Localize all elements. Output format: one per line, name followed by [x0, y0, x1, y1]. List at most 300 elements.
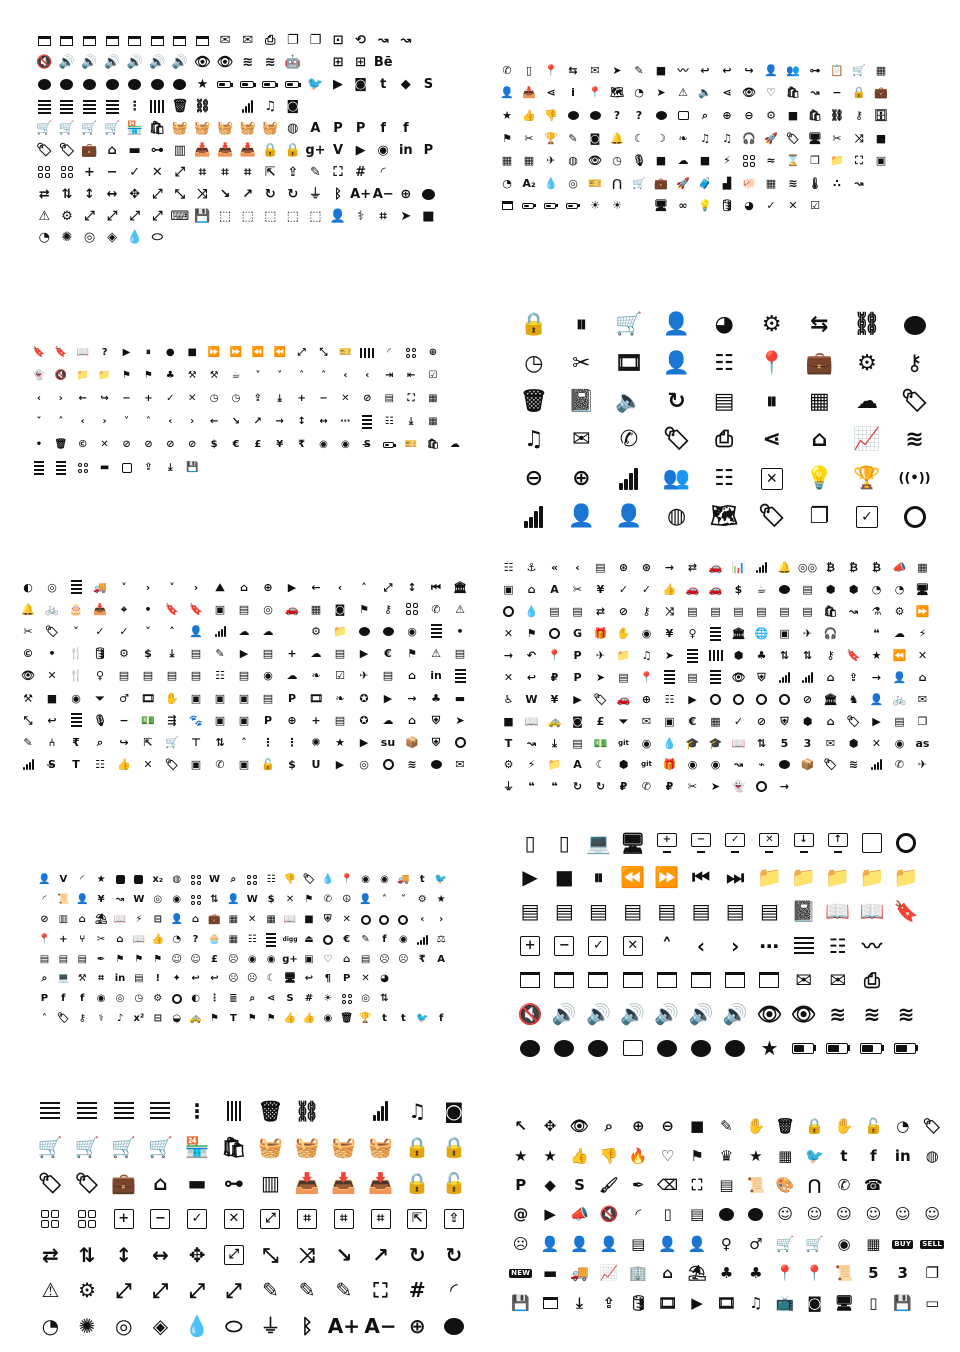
face-icon: ☹ — [228, 973, 239, 985]
up-icon: ˄ — [58, 416, 64, 428]
doc-icon: ▤ — [618, 670, 629, 684]
windows-icon: ⊞ — [355, 55, 367, 71]
envelope-icon: ✉ — [572, 427, 591, 453]
bag-icon: 🛍 — [221, 1134, 247, 1159]
key-icon: ⚷ — [642, 605, 651, 619]
plane-icon: ✈ — [802, 627, 813, 641]
lifebuoy-icon: ◍ — [568, 154, 578, 168]
send-icon: ➤ — [400, 208, 412, 224]
chevright-icon: › — [193, 580, 199, 594]
dropbox-icon: ◆ — [400, 77, 411, 93]
monitor-icon: 🖥 — [915, 583, 930, 597]
chevdown-icon: ˅ — [121, 580, 127, 594]
tree-icon: ♣ — [719, 1264, 734, 1283]
grid-icon — [32, 1201, 69, 1237]
pencil-icon: ✎ — [215, 647, 225, 661]
face-icon: ☹ — [228, 953, 239, 965]
chevup-icon: ˄ — [169, 624, 175, 638]
target-icon: ◎ — [263, 602, 273, 616]
voicemail-icon: ⊶ — [223, 1170, 244, 1195]
car-icon: 🚗 — [708, 561, 723, 575]
shuffle-icon: ⤨ — [854, 131, 864, 145]
file-icon: ▤ — [118, 669, 130, 683]
calendar-icon: ▦ — [228, 913, 239, 925]
up-icon: ˄ — [145, 416, 151, 428]
compass-icon: ◔ — [38, 230, 50, 246]
ring-icon — [318, 930, 337, 950]
scroll-icon: 📜 — [57, 893, 70, 905]
left-icon: ‹ — [80, 416, 85, 428]
flag-icon: ⚑ — [304, 893, 314, 905]
dash-icon: ⊟ — [153, 1013, 162, 1025]
food-icon: 🍴 — [69, 647, 83, 661]
rss-icon: ◜ — [450, 1278, 458, 1303]
file-icon: ▤ — [691, 899, 711, 924]
twitter-icon: 🐦 — [307, 77, 324, 93]
person-icon: 👤 — [170, 913, 183, 925]
film-icon: 🎞 — [716, 1293, 736, 1312]
rocket-icon: 🚀 — [676, 176, 690, 190]
play-icon: ▶ — [359, 647, 369, 661]
apple-icon — [304, 52, 327, 74]
bars-icon — [236, 96, 259, 118]
tool-icon: ⚒ — [209, 370, 219, 382]
binoculars-icon: ◎◎ — [797, 561, 818, 575]
tags-icon: 🏷 — [74, 1170, 100, 1195]
crop-icon: ⌗ — [379, 208, 387, 224]
rew-icon: ⏪ — [251, 347, 265, 359]
heart-icon: ♡ — [323, 953, 333, 965]
thermo-icon: 🌡 — [808, 176, 822, 190]
camera-icon: ◙ — [572, 714, 583, 728]
search-icon: ⌕ — [249, 993, 256, 1005]
lines-icon — [704, 623, 727, 645]
bookmark-icon: 🔖 — [189, 602, 203, 616]
right-icon: › — [102, 416, 107, 428]
inbox-icon: 📥 — [368, 1170, 393, 1195]
html-icon: 5 — [780, 736, 789, 750]
win-icon — [718, 963, 752, 997]
image-icon: ▣ — [503, 583, 514, 597]
voicemail-icon: ⊶ — [809, 63, 821, 77]
usb-icon: ⌁ — [758, 758, 765, 772]
left-icon: ‹ — [36, 393, 41, 405]
refresh-icon: ↻ — [287, 186, 299, 202]
frame-icon: ⛶ — [333, 164, 343, 180]
ticket-icon: 🎫 — [404, 439, 418, 450]
presentation-icon: ⊡ — [332, 33, 344, 49]
grid-icon — [186, 870, 205, 890]
volume-icon: 🔊 — [586, 1002, 611, 1027]
cart-icon: 🛒 — [775, 1234, 795, 1253]
tools-icon: ✂ — [23, 624, 33, 638]
sheet-8 — [513, 826, 923, 1065]
sub-icon: x₂ — [152, 873, 164, 885]
sheet-4 — [510, 306, 938, 536]
close-icon: ✕ — [151, 164, 163, 180]
github-icon: ◉ — [399, 933, 408, 945]
inbox-icon: 📥 — [294, 1170, 320, 1195]
login-icon: ⇥ — [385, 370, 394, 382]
folder-icon: 📁 — [825, 865, 851, 890]
pin-icon: 📍 — [805, 1264, 824, 1283]
check-icon: ✓ — [166, 393, 175, 405]
mic-icon: 🎙 — [93, 713, 107, 727]
shuffle-icon: ⤨ — [197, 186, 208, 202]
gear-icon: ⚙ — [894, 605, 905, 619]
face-icon: ☹ — [512, 1234, 529, 1253]
digg-icon: digg — [282, 935, 298, 943]
chevdown-icon: ˅ — [169, 580, 175, 594]
like-icon: 👍 — [522, 108, 536, 122]
layers-icon: ◈ — [107, 230, 118, 246]
signpost-icon: ⇆ — [810, 312, 829, 338]
book-icon: 📖 — [731, 736, 746, 750]
plug-icon: ⏚ — [503, 780, 514, 794]
check-icon: ✓ — [843, 498, 891, 536]
tree-icon: ♣ — [431, 691, 441, 705]
pound-icon: £ — [210, 953, 218, 965]
circlearrow-icon: ⊛ — [641, 561, 652, 575]
ff-icon: ⏩ — [229, 347, 243, 359]
minus-icon: − — [832, 86, 842, 100]
stack-icon: ≣ — [229, 993, 238, 1005]
lock-icon: 🔒 — [852, 86, 866, 100]
youtube-icon: ▶ — [355, 142, 366, 158]
check-icon: ✓ — [618, 583, 629, 597]
briefcase-icon: 💼 — [111, 1170, 137, 1195]
trend-icon: ↝ — [400, 33, 412, 49]
chat-icon — [741, 1200, 770, 1229]
volume-icon: 🔊 — [149, 55, 166, 71]
coin-icon: ◉ — [341, 439, 350, 450]
circle-icon — [543, 623, 566, 645]
coin-icon: ◉ — [837, 1234, 851, 1253]
resize-icon: ⤢ — [225, 1278, 242, 1303]
plus-icon: + — [105, 1201, 142, 1237]
pinterest-icon: P — [573, 670, 582, 684]
close-icon: ✕ — [341, 393, 350, 405]
euro-icon: € — [232, 439, 240, 450]
chevleft-icon: ‹ — [696, 933, 706, 958]
star-icon: ★ — [96, 873, 106, 885]
coin-icon: ◉ — [710, 758, 721, 772]
car-icon: 🚗 — [685, 583, 700, 597]
ring-icon — [891, 498, 939, 536]
film-icon: 🎞 — [309, 691, 323, 705]
home-icon: ⌂ — [153, 1170, 168, 1195]
search-icon: ⌕ — [604, 1117, 614, 1136]
selection-icon: ⬚ — [218, 208, 232, 224]
card-icon: ▬ — [128, 142, 141, 158]
resize-icon: ⤢ — [152, 1278, 169, 1303]
rew-icon: ⏪ — [620, 865, 646, 890]
doc-icon: ▤ — [756, 605, 767, 619]
chat-icon — [684, 1031, 718, 1065]
upload-icon: ⇪ — [602, 1293, 616, 1312]
doc-icon: ▤ — [454, 647, 466, 661]
sort-icon: ⇅ — [380, 993, 389, 1005]
bulb-icon: 💡 — [698, 199, 712, 213]
home-icon: ⌂ — [191, 913, 200, 925]
basket-icon: 🧺 — [331, 1134, 357, 1159]
download-icon: ⤓ — [277, 393, 282, 405]
win-icon — [169, 30, 192, 52]
bag-icon: 🛍 — [426, 439, 440, 450]
text-icon: T — [72, 758, 80, 772]
home-icon: ⌂ — [527, 583, 536, 597]
calendar-icon: ▦ — [228, 933, 239, 945]
wifi-icon: ≋ — [897, 1002, 915, 1027]
store-icon: 🏪 — [184, 1134, 210, 1159]
file-icon: ▤ — [190, 669, 202, 683]
lines-icon — [33, 96, 56, 118]
tag-icon: 🏷 — [662, 427, 691, 453]
file-icon: ▤ — [238, 602, 250, 616]
printer-icon: ⎙ — [265, 33, 276, 49]
cross-icon: ✕ — [503, 627, 514, 641]
quote-icon: ❝ — [873, 627, 880, 641]
SELL-icon: SELL — [922, 1239, 943, 1248]
camera-icon: ◙ — [807, 1293, 822, 1312]
skype-icon: S — [286, 993, 294, 1005]
folder-icon: 📁 — [756, 865, 782, 890]
tag-icon: 🏷 — [922, 1117, 942, 1136]
square-icon — [855, 826, 889, 860]
checkbox-icon: ☑ — [335, 669, 345, 683]
hand-icon: ✋ — [746, 1117, 766, 1136]
forward-icon: ↪ — [744, 63, 754, 77]
lock-icon: 🔒 — [520, 312, 548, 338]
wordpress-icon: W — [246, 893, 258, 905]
copyright-icon: © — [22, 647, 34, 661]
forward-icon: ↪ — [119, 735, 129, 749]
skype-icon: S — [574, 1175, 585, 1194]
tag-icon: 🏷 — [37, 1170, 64, 1195]
loading-icon: ✺ — [311, 735, 321, 749]
link-icon: ⛓ — [830, 108, 844, 122]
cross-icon: ✕ — [871, 736, 882, 750]
cart-icon: 🛒 — [111, 1134, 137, 1159]
calendar-icon: ▦ — [778, 1146, 793, 1165]
trend-icon: ↝ — [848, 605, 859, 619]
chat-icon — [101, 74, 124, 96]
yen-icon: ¥ — [596, 583, 605, 597]
speaker-icon: 🔈 — [698, 86, 712, 100]
circle-icon — [704, 688, 727, 710]
bitcoin-icon: ₿ — [849, 561, 858, 575]
growth-icon: 📈 — [599, 1264, 619, 1283]
spiral-icon: ◎ — [47, 580, 57, 594]
grid-icon — [56, 161, 79, 183]
smile-icon: ☺ — [190, 953, 201, 965]
right-icon: › — [439, 913, 444, 925]
key-icon: ⚷ — [826, 649, 835, 662]
underline-icon: U — [311, 758, 321, 772]
linkedin-icon: in — [430, 669, 442, 683]
list-icon: ☷ — [247, 933, 257, 945]
cloud-icon: ☁ — [894, 627, 905, 641]
star-icon: ★ — [502, 108, 512, 122]
dots-icon: ⋮ — [209, 993, 220, 1005]
youtube-icon: ▶ — [333, 77, 344, 93]
sun-icon: ☀ — [323, 993, 333, 1005]
updown-icon: ↕ — [115, 1242, 133, 1267]
arrowright-icon: → — [407, 691, 417, 705]
clip-icon: ■ — [689, 1117, 705, 1136]
gear-icon: ⚙ — [417, 893, 427, 905]
sort-icon: ⇅ — [61, 186, 73, 202]
split-icon: ⑃ — [48, 735, 56, 749]
down-icon: ˅ — [255, 370, 261, 382]
headphones-icon: 🎧 — [823, 627, 838, 641]
ticket-icon: 🎫 — [588, 176, 602, 190]
tools-icon: ✂ — [524, 131, 534, 145]
sliders-icon — [146, 96, 169, 118]
cart-icon: 🛒 — [103, 121, 121, 136]
person-icon: 👤 — [76, 893, 89, 905]
reply-icon: ↩ — [47, 713, 57, 727]
check-icon: ✓ — [119, 624, 129, 638]
target-icon: ◎ — [114, 1314, 133, 1339]
refresh-icon: ↻ — [445, 1242, 463, 1267]
bolt-icon: ⚡ — [918, 627, 927, 641]
stumble-icon: su — [380, 735, 396, 749]
gift-icon: 🎁 — [662, 758, 677, 772]
fork-icon: ⑂ — [79, 933, 86, 945]
cart-icon: 🛒 — [81, 121, 98, 136]
bell-icon: 🔔 — [21, 602, 35, 616]
peace-icon: ☮ — [342, 893, 352, 905]
bars-icon — [750, 557, 773, 579]
book-icon: 📖 — [825, 899, 851, 924]
trophy-icon: 🏆 — [853, 465, 881, 491]
chevright-icon: › — [145, 580, 151, 594]
star-icon: ★ — [760, 1036, 779, 1061]
folder-icon: 📁 — [830, 154, 844, 168]
male-icon: ♂ — [119, 691, 129, 705]
trend-icon: ↝ — [733, 758, 744, 772]
laptop-icon: 💻 — [586, 831, 611, 856]
circle-icon — [889, 826, 923, 860]
weibo-icon: ◎ — [361, 993, 370, 1005]
squarefill-icon — [129, 870, 148, 890]
lines-icon — [50, 456, 72, 479]
hourglass-icon: ⌛ — [786, 154, 800, 168]
close-icon: ✕ — [100, 439, 109, 450]
chat-icon — [650, 1031, 684, 1065]
compass-icon: ◔ — [896, 1117, 910, 1136]
eye-icon: 👁 — [731, 670, 746, 684]
wifi-icon: ≋ — [848, 758, 859, 772]
battery-icon — [282, 74, 305, 96]
star-icon: ★ — [513, 1146, 528, 1165]
cart-icon: 🛒 — [37, 1134, 63, 1159]
selection-icon: ⬚ — [309, 208, 322, 224]
home-icon: ⌂ — [116, 933, 124, 945]
win-icon — [33, 30, 56, 52]
gear-icon: ⚙ — [61, 208, 73, 224]
cloud-icon: ☁ — [382, 713, 394, 727]
copy-icon: ❐ — [809, 504, 830, 530]
mobile-icon: ▯ — [525, 63, 533, 77]
twitch-icon: ▣ — [238, 758, 250, 772]
collapse-icon: ⤡ — [262, 1242, 279, 1267]
code-icon — [214, 96, 237, 118]
vimeo-icon: V — [332, 142, 344, 158]
zoomout-icon: ⊖ — [744, 108, 754, 122]
shield-icon: ⛨ — [324, 913, 332, 925]
sheet-2 — [496, 59, 914, 217]
pencil-icon: ✎ — [262, 1278, 279, 1303]
css-icon: 3 — [803, 736, 812, 750]
arrowdown-icon: ↘ — [231, 416, 241, 428]
pill-icon: ⬭ — [225, 1314, 243, 1339]
lines-icon — [424, 620, 448, 642]
cross-icon: ✕ — [285, 893, 295, 905]
close-icon: ✕ — [187, 393, 197, 405]
pinterest-icon: P — [573, 649, 582, 662]
tags-icon: 🏷 — [900, 388, 929, 414]
updown-icon: ↕ — [407, 580, 417, 594]
sun-icon: ☀ — [590, 199, 600, 213]
tumblr-icon: t — [419, 873, 425, 885]
money-icon: 💵 — [593, 736, 608, 750]
expand-icon: ⤢ — [383, 580, 393, 594]
download-icon: ⤓ — [169, 647, 175, 661]
ghost-icon: 👻 — [32, 370, 46, 382]
basket-icon: 🧺 — [294, 1134, 320, 1159]
facebook-icon: f — [380, 121, 387, 136]
doc-icon: ▤ — [710, 605, 721, 619]
broom-icon: ⌫ — [657, 1175, 679, 1194]
stop-icon: ■ — [554, 865, 574, 890]
male-icon: ♂ — [749, 1234, 763, 1253]
win-icon — [581, 963, 615, 997]
selection-icon: ⬚ — [264, 208, 277, 224]
trash-icon: 🗑 — [257, 1098, 284, 1123]
book-icon: 📖 — [859, 899, 885, 924]
win-icon — [650, 963, 684, 997]
play-icon: ▶ — [359, 735, 369, 749]
cart-icon: 🛒 — [615, 312, 643, 338]
register-icon: ▦ — [866, 1234, 881, 1253]
flag-icon: ⚑ — [526, 627, 537, 641]
coin-icon: ◉ — [319, 439, 328, 450]
zoomin-icon: ⊕ — [631, 1117, 645, 1136]
euro-icon: € — [688, 714, 697, 728]
undo-icon: ↶ — [526, 649, 537, 662]
arrow-icon: ■ — [46, 691, 58, 705]
up-icon: ˄ — [361, 580, 367, 594]
home-icon: ⌂ — [408, 669, 416, 683]
volume-icon: 🔊 — [620, 1002, 646, 1027]
grid-icon — [69, 1201, 106, 1237]
trophy-icon: 🏆 — [359, 1013, 372, 1025]
list-icon: ☷ — [714, 465, 735, 491]
play-icon: ▶ — [691, 1293, 703, 1312]
down-icon: ˅ — [124, 416, 129, 428]
doc-icon: ▤ — [689, 1205, 705, 1224]
list-icon: ☷ — [714, 350, 735, 376]
BUY-icon: BUY — [894, 1239, 912, 1248]
hash-icon: # — [355, 164, 367, 180]
gear-icon: ⚙ — [503, 758, 514, 772]
pinterest-icon: P — [355, 121, 366, 136]
expand-icon: ⤢ — [174, 164, 186, 180]
gear-icon: ⚙ — [78, 1278, 96, 1303]
car-icon: 🚗 — [708, 583, 723, 597]
